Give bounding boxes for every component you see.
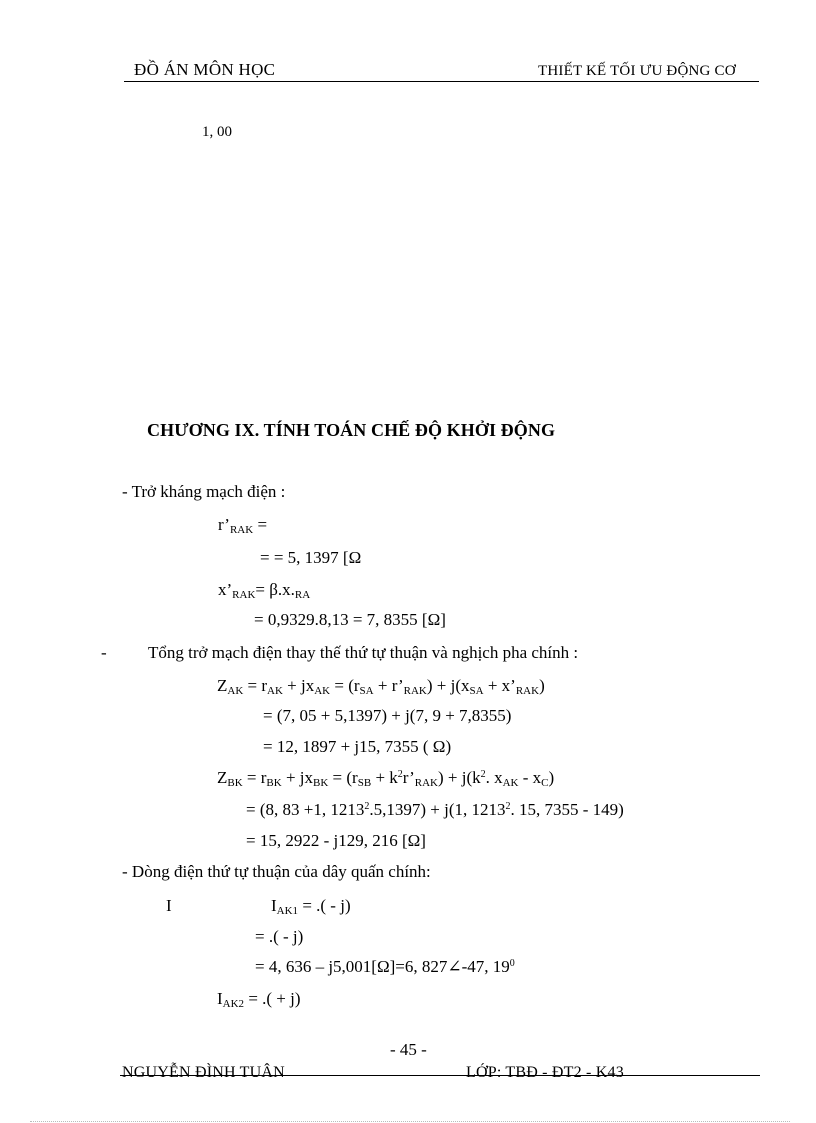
header-project-title: THIẾT KẾ TỐI ƯU ĐỘNG CƠ — [538, 63, 736, 79]
header-course-title: ĐỒ ÁN MÔN HỌC — [134, 60, 276, 79]
eq-zak-3: = 12, 1897 + j15, 7355 ( Ω) — [263, 737, 452, 756]
eq-zbk-3: = 15, 2922 - j129, 216 [Ω] — [246, 831, 426, 850]
resistance-heading: - Trở kháng mạch điện : — [122, 482, 286, 501]
impedance-heading: Tổng trở mạch điện thay thế thứ tự thuận và nghịch pha chính : — [148, 643, 579, 662]
eq-iak2: $I_{AK2}$ = .( + j) — [217, 989, 301, 1010]
page-number: - 45 - — [390, 1040, 427, 1059]
chapter-title: CHƯƠNG IX. TÍNH TOÁN CHẾ ĐỘ KHỞI ĐỘNG — [147, 420, 556, 440]
i-label: I — [166, 896, 172, 915]
footer-class: LỚP: TBĐ - ĐT2 - K43 — [466, 1064, 624, 1081]
eq-r-rak-value: = = 5, 1397 [Ω — [260, 548, 362, 567]
eq-iak1: $I_{AK1}$ = .( - j) — [271, 896, 351, 917]
footer-rule — [120, 1075, 760, 1076]
eq-zak-2: = (7, 05 + 5,1397) + j(7, 9 + 7,8355) — [263, 706, 512, 725]
eq-zbk-2: = (8, 83 +1, $1213^2.5,1397) + j(1$, 1213$^2$. 15, 7355 - 149) — [246, 800, 624, 819]
page-edge-rule — [30, 1121, 790, 1122]
stray-value: 1, 00 — [202, 124, 232, 140]
eq-iak1-3: = 4, 636 – j5,001[Ω]=6, 827∠-47, $19^0$ — [255, 957, 515, 976]
current-heading: - Dòng điện thứ tự thuận của dây quấn chính: — [122, 862, 431, 881]
eq-zbk-1: $Z_{BK} = r_{BK} + jx_{BK} = (r_{SB}$ + $k^2r’_{RAK}) + j(k^2$. $x_{AK} - x_C$) — [217, 768, 555, 789]
eq-x-rak: $x’_{RAK}= \beta.x._{RA}$ — [218, 580, 311, 601]
eq-iak1-2: = .( - j) — [255, 927, 304, 946]
eq-zak-1: $Z_{AK} = r_{AK} + jx_{AK} = (r_{SA}$ + $r’_{RAK}) + j(x_{SA}$ + $x’_{RAK}$) — [217, 676, 545, 697]
eq-r-rak: $r’_{RAK}$ = — [218, 515, 268, 536]
impedance-bullet: - — [101, 643, 107, 662]
eq-x-rak-value: = 0,9329.8,13 = 7, 8355 [Ω] — [254, 610, 446, 629]
header-rule — [124, 81, 759, 82]
footer-author: NGUYỄN ĐÌNH TUÂN — [122, 1064, 285, 1081]
